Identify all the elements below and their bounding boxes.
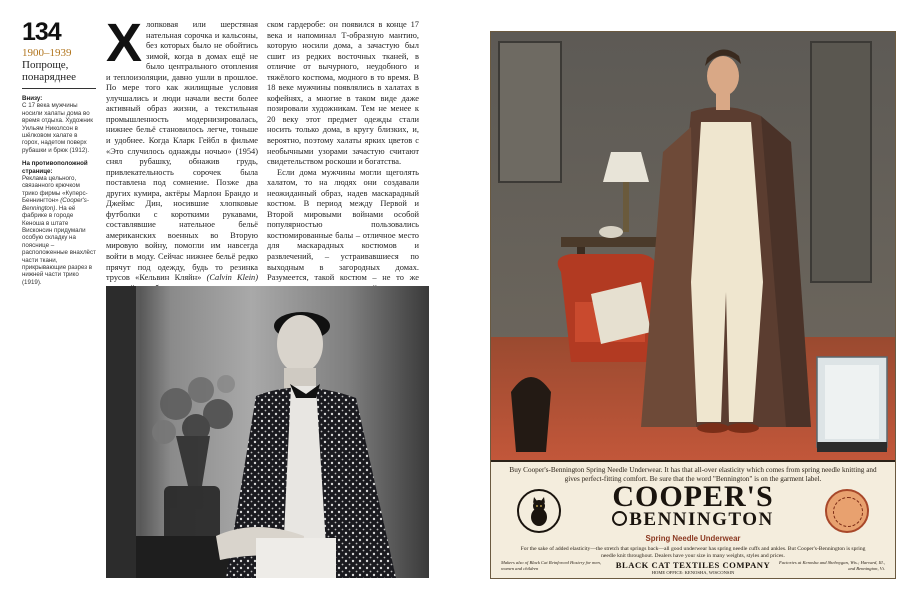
ad-intro-text: Buy Cooper's-Bennington Spring Needle Underwear. It has that all-over elasticity which comes from spring needle knitting and gives perfect-fitting comfort. Be sure that the word "Bennington" is on the garment label.: [509, 466, 877, 483]
caption-opposite-text: Реклама цельного, связанного крючком трико фирмы «Куперс-Беннингтон» (Cooper's-Bennington). На её фабрике в городе Кеноша в штате Висконсин придумали особую складку на пояснице – расположенные внахлёст части ткани, прикрывающие разрез в нижней части трико (1919).: [22, 175, 96, 286]
era-label: 1900–1939: [22, 47, 72, 59]
ad-tagline: Spring Needle Underwear: [645, 534, 741, 543]
portrait-illustration: [106, 286, 429, 578]
trademark-seal-icon: [825, 489, 869, 533]
ad-footer-right: Factories at Kenosha and Sheboygan, Wis.; Harvard, Ill., and Bennington, Vt.: [779, 560, 885, 571]
article-paragraph: Если дома мужчины могли щеголять халатом, то на людях они создавали неожиданный образ, надев маскарадный костюм. В период между Первой и Второй мировыми войнами особой популярностью пользовались костюмированные балы – отличное место для маскарадных костюмов и развлечений, – устраивавшиеся по выходным в загородных домах. Разумеется, такой костюм – не то же: [267, 167, 419, 283]
sidebar-divider: [22, 88, 96, 89]
right-page: [458, 0, 917, 600]
article-paragraph: Хлопковая или шерстяная нательная сорочка и кальсоны, без которых было не обойтись зимой, когда в домах ещё не было центрального отопления и теплоизоляции, давно ушли в прошлое. По мере того как жилищные условия улучшались и люди начали вести более активный образ жизни, а текстильная промышленность модернизировалась, нижнее бельё становилось легче, тоньше и удобнее. Когда Кларк Гейбл в фильме «Это случилось однажды ночью» (1954) снял рубашку, обнажив грудь, привлекательность сорочек была поставлена под сомнение. Позже два других кумира, актёры Марлон Брандо и Джеймс Дин, носившие хлопковые футболки с короткими рукавами, составлявшие нательное бельё американских военных во Вторую мировую войну, помогли им навсегда войти в моду. Сейчас нижнее бельё редко прячут под одежду, будь то резинка трусов «Кельвин Кляйн» (Calvin Klein): [106, 13, 258, 283]
page-number: 134: [22, 18, 61, 46]
caption-below-text: С 17 века мужчины носили халаты дома во время отдыха. Художник Уильям Николсон в шёлковом халате в горох, надетом поверх рубашки и брюк (1912).: [22, 102, 93, 154]
ad-body-text: For the sake of added elasticity—the stretch that springs back—all good underwear has spring needle cuffs and ankles. But Cooper's-Bennington is spring needle knit throughout. Dealers have your size in many weights, styles and prices.: [520, 546, 866, 559]
ad-footer-left: Makers also of Black Cat Reinforced Hosiery for men, women and children: [501, 560, 601, 571]
brand-line-coopers: COOPER'S: [612, 480, 774, 513]
portrait-photo: [106, 286, 429, 578]
advertisement-copy: [491, 460, 895, 578]
chapter-title-line2: понаряднее: [22, 71, 76, 83]
caption-below-heading: Внизу:: [22, 95, 43, 102]
ad-home-office: HOME OFFICE: KENOSHA, WISCONSIN: [651, 570, 735, 575]
vintage-advertisement: [490, 31, 896, 579]
ad-company-name: BLACK CAT TEXTILES COMPANY HOME OFFICE: KENOSHA, WISCONSIN: [611, 560, 775, 575]
painting-illustration: [491, 32, 895, 460]
ad-brand-name: [551, 480, 835, 530]
ad-footer: [501, 560, 885, 578]
left-page: [0, 0, 458, 600]
brand-line-bennington: BENNINGTON: [551, 510, 835, 530]
article-column-2: [267, 20, 419, 326]
drop-cap: Х: [106, 13, 143, 73]
article-paragraph: ском гардеробе: он появился в конце 17 века и напоминал Т-образную мантию, которую носили дома, а зачастую был сшит из редких восточных тканей, в отличие от вычурного, неудобного и тяжёлого костюма, модного в то время. В 18 веке мужчины появлялись в халатах в кофейнях, а многие в таком виде даже позировали художникам. Тем не менее к 20 веку этот предмет одежды стали носить только дома, в кругу близких, и, вероятно, поэтому халаты ярких цветов с необычными узорами зачастую считают свидетельством роскоши и богатства.: [267, 20, 419, 167]
sidebar: [22, 20, 96, 286]
advertisement-painting: [491, 32, 895, 460]
caption-opposite-heading: На противоположной странице:: [22, 160, 88, 175]
chapter-title-line1: Попроще,: [22, 59, 69, 71]
article-column-1: [106, 13, 258, 315]
ring-glyph: [612, 511, 627, 526]
